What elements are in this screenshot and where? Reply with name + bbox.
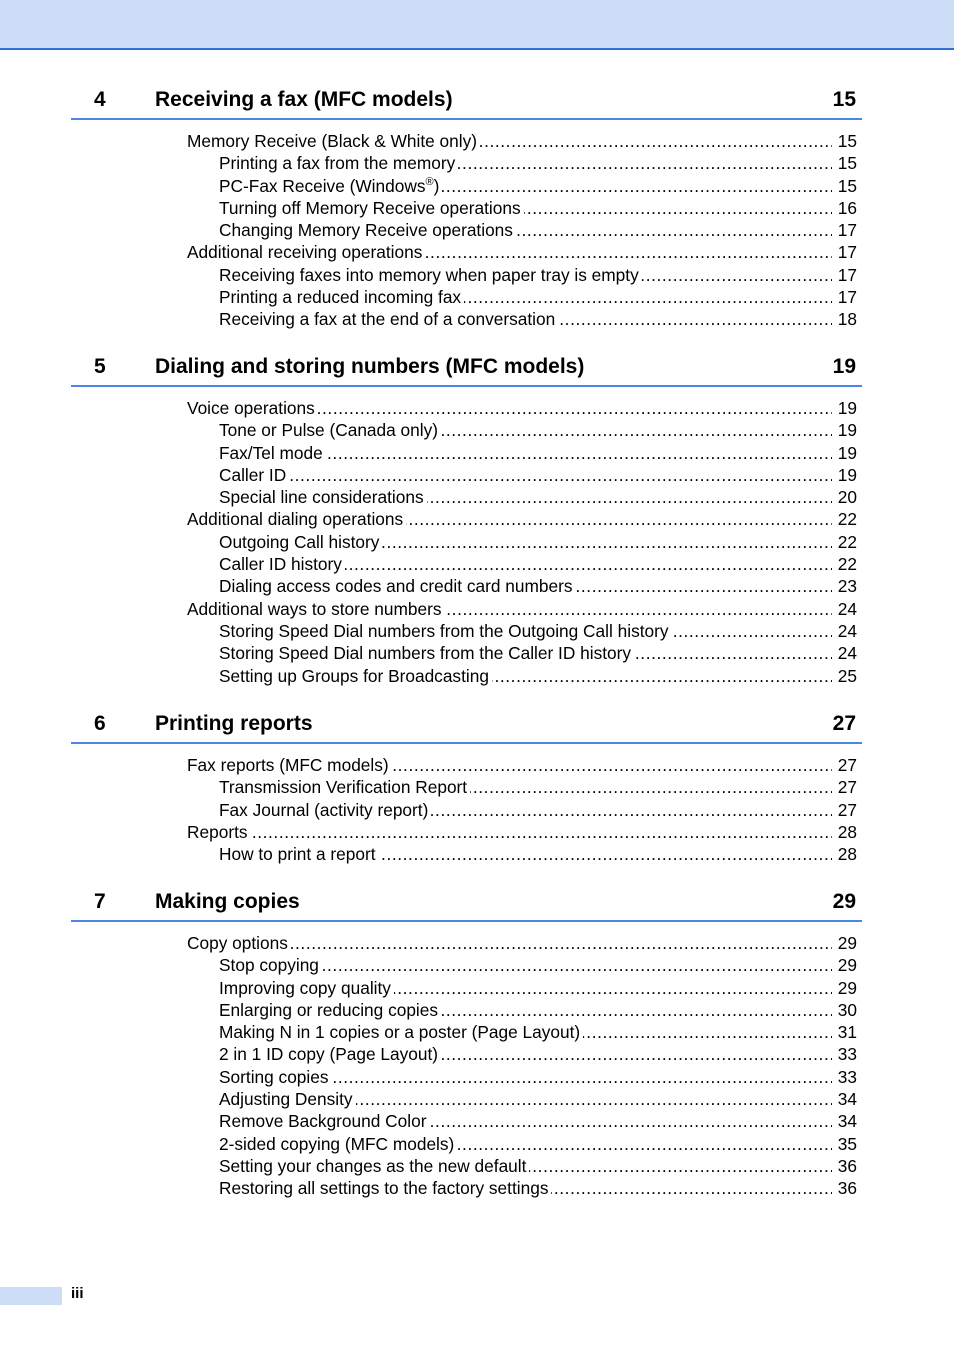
entry-title-text: Adjusting Density <box>219 1089 353 1110</box>
entry-title <box>219 978 394 998</box>
entry-title-text: Remove Background Color <box>219 1111 427 1132</box>
toc-section-entry[interactable] <box>187 397 862 419</box>
entry-title-text: Sorting copies <box>219 1066 329 1087</box>
entry-title <box>187 509 406 529</box>
entry-title-text: Storing Speed Dial numbers from the Outgoing Call history <box>219 620 669 641</box>
toc-subsection-entry[interactable] <box>219 1110 862 1132</box>
entry-page-number: 17 <box>837 264 857 285</box>
entry-title-text: Memory Receive (Black & White only) <box>187 131 478 151</box>
entry-title-text: Fax Journal (activity report) <box>219 799 429 820</box>
entry-page-number: 15 <box>837 131 857 151</box>
entry-title-text: Special line considerations <box>219 487 424 508</box>
toc-subsection-entry[interactable] <box>219 197 862 219</box>
entry-title <box>219 1044 441 1064</box>
entry-title <box>219 198 524 218</box>
chapter-section <box>71 345 862 687</box>
registered-mark: ® <box>425 175 434 188</box>
entry-title <box>187 131 480 151</box>
entry-page-number: 19 <box>837 398 857 418</box>
entry-title-text: Stop copying <box>219 955 319 976</box>
toc-subsection-entry[interactable] <box>219 175 862 197</box>
entry-title-text: Changing Memory Receive operations <box>219 220 513 241</box>
entry-page-number: 29 <box>837 977 857 998</box>
entry-page-number: 24 <box>837 598 857 619</box>
entry-page-number: 34 <box>837 1111 857 1132</box>
toc-subsection-entry[interactable] <box>219 665 862 687</box>
chapter-title: Dialing and storing numbers (MFC models) <box>155 355 585 378</box>
entry-title-text: Turning off Memory Receive operations <box>219 197 521 218</box>
toc-subsection-entry[interactable] <box>219 642 862 664</box>
entry-title <box>219 643 634 663</box>
chapter-title: Making copies <box>155 890 300 913</box>
entry-title <box>219 844 379 864</box>
entry-page-number: 22 <box>837 554 857 575</box>
entry-title-text: Reports <box>187 821 248 842</box>
entry-title <box>219 1067 332 1087</box>
entry-title-text: Improving copy quality <box>219 977 391 998</box>
entry-title-text: Transmission Verification Report <box>219 777 468 798</box>
toc-section-entry[interactable] <box>187 821 862 843</box>
entry-title <box>187 242 425 262</box>
footer-band <box>0 1287 62 1305</box>
chapter-section <box>71 880 862 1200</box>
dot-leader <box>187 821 832 843</box>
chapter-number: 4 <box>94 88 106 111</box>
toc-subsection-entry[interactable] <box>219 799 862 821</box>
entry-page-number: 23 <box>837 576 857 597</box>
entry-title-text: Dialing access codes and credit card numbers <box>219 576 573 597</box>
entry-title <box>219 621 672 641</box>
toc-subsection-entry[interactable] <box>219 152 862 174</box>
entry-title-text: Restoring all settings to the factory settings <box>219 1178 549 1199</box>
toc-subsection-entry[interactable] <box>219 1177 862 1199</box>
entry-title <box>187 599 445 619</box>
toc-section-entry[interactable] <box>187 598 862 620</box>
entry-page-number: 29 <box>837 933 857 953</box>
entry-title-text: Voice operations <box>187 398 315 418</box>
entry-title-text: Printing a fax from the memory <box>219 153 456 174</box>
toc-section-entry[interactable] <box>187 754 862 776</box>
entry-title <box>219 176 442 196</box>
entry-page-number: 34 <box>837 1089 857 1110</box>
entry-page-number: 17 <box>837 242 857 263</box>
toc-subsection-entry[interactable] <box>219 954 862 976</box>
entry-title <box>219 1000 441 1020</box>
entry-title-suffix: ) <box>433 175 440 196</box>
entry-page-number: 31 <box>837 1022 857 1043</box>
toc-subsection-entry[interactable] <box>219 1155 862 1177</box>
toc-subsection-entry[interactable] <box>219 464 862 486</box>
toc-subsection-entry[interactable] <box>219 1133 862 1155</box>
dot-leader <box>219 464 832 486</box>
entry-page-number: 30 <box>837 999 857 1020</box>
entry-title <box>219 1111 429 1131</box>
entry-page-number: 20 <box>837 487 857 508</box>
entry-page-number: 24 <box>837 643 857 664</box>
entry-page-number: 15 <box>837 153 857 174</box>
entry-title <box>219 465 289 485</box>
entry-page-number: 17 <box>837 287 857 308</box>
entry-title <box>219 287 464 307</box>
toc-subsection-entry[interactable] <box>219 442 862 464</box>
toc-section-entry[interactable] <box>187 130 862 152</box>
entry-title <box>219 1022 583 1042</box>
entry-page-number: 17 <box>837 220 857 241</box>
toc-subsection-entry[interactable] <box>219 1088 862 1110</box>
entry-title-text: 2 in 1 ID copy (Page Layout) <box>219 1044 439 1065</box>
toc-subsection-entry[interactable] <box>219 219 862 241</box>
page-number: iii <box>71 1285 84 1302</box>
chapter-heading[interactable] <box>71 702 862 744</box>
toc-subsection-entry[interactable] <box>219 553 862 575</box>
entry-title-text: PC-Fax Receive (Windows <box>219 175 426 196</box>
toc-subsection-entry[interactable] <box>219 1043 862 1065</box>
chapter-section <box>71 702 862 865</box>
entry-title <box>219 800 431 820</box>
entry-title-text: Setting up Groups for Broadcasting <box>219 665 489 686</box>
chapter-page: 27 <box>832 712 856 735</box>
entry-title <box>187 822 251 842</box>
toc-subsection-entry[interactable] <box>219 977 862 999</box>
entry-page-number: 33 <box>837 1066 857 1087</box>
entry-title <box>219 532 382 552</box>
toc-subsection-entry[interactable] <box>219 264 862 286</box>
entry-page-number: 36 <box>837 1155 857 1176</box>
entry-title-text: Storing Speed Dial numbers from the Caller ID history <box>219 643 632 664</box>
entry-page-number: 19 <box>837 442 857 463</box>
chapter-title: Printing reports <box>155 712 313 735</box>
entry-title-text: Additional dialing operations <box>187 509 404 530</box>
chapter-number: 5 <box>94 355 106 378</box>
toc-subsection-entry[interactable] <box>219 999 862 1021</box>
entry-title-text: Receiving faxes into memory when paper tray is empty <box>219 264 639 285</box>
toc-subsection-entry[interactable] <box>219 575 862 597</box>
chapter-heading[interactable] <box>71 78 862 120</box>
entry-title <box>219 554 345 574</box>
entry-title <box>219 220 516 240</box>
toc-subsection-entry[interactable] <box>219 776 862 798</box>
entry-page-number: 29 <box>837 955 857 976</box>
chapter-page: 19 <box>832 355 856 378</box>
entry-title <box>187 398 318 418</box>
entry-title <box>219 777 470 797</box>
toc-section-entry[interactable] <box>187 508 862 530</box>
entry-title-text: Printing a reduced incoming fax <box>219 287 462 308</box>
entry-page-number: 18 <box>837 309 857 330</box>
entry-page-number: 19 <box>837 464 857 485</box>
toc-section-entry[interactable] <box>187 241 862 263</box>
entry-title-text: Caller ID history <box>219 554 342 575</box>
entry-page-number: 36 <box>837 1178 857 1199</box>
entry-list <box>71 754 862 865</box>
entry-title-text: Copy options <box>187 933 288 953</box>
entry-list <box>71 932 862 1200</box>
entry-title-text: Tone or Pulse (Canada only) <box>219 420 439 441</box>
entry-page-number: 28 <box>837 844 857 865</box>
chapter-number: 7 <box>94 890 106 913</box>
entry-title <box>219 487 427 507</box>
entry-title-text: Setting your changes as the new default <box>219 1155 527 1176</box>
entry-page-number: 27 <box>837 777 857 798</box>
entry-title-text: Enlarging or reducing copies <box>219 999 439 1020</box>
toc-subsection-entry[interactable] <box>219 419 862 441</box>
entry-page-number: 15 <box>837 175 857 196</box>
entry-page-number: 28 <box>837 821 857 842</box>
header-band <box>0 0 954 50</box>
entry-title-text: Fax reports (MFC models) <box>187 755 389 775</box>
entry-title <box>219 153 458 173</box>
chapter-heading[interactable] <box>71 880 862 922</box>
chapter-page: 29 <box>832 890 856 913</box>
toc-subsection-entry[interactable] <box>219 486 862 508</box>
toc-subsection-entry[interactable] <box>219 620 862 642</box>
entry-title <box>219 309 558 329</box>
entry-list <box>71 130 862 331</box>
entry-page-number: 35 <box>837 1133 857 1154</box>
chapter-section <box>71 78 862 331</box>
entry-page-number: 22 <box>837 509 857 530</box>
toc-subsection-entry[interactable] <box>219 531 862 553</box>
entry-title <box>219 666 492 686</box>
chapter-title: Receiving a fax (MFC models) <box>155 88 453 111</box>
entry-title <box>219 265 642 285</box>
entry-title-text: Making N in 1 copies or a poster (Page Layout) <box>219 1022 581 1043</box>
entry-page-number: 27 <box>837 755 857 775</box>
entry-page-number: 16 <box>837 197 857 218</box>
chapter-heading[interactable] <box>71 345 862 387</box>
entry-title <box>219 1178 551 1198</box>
entry-title-text: Receiving a fax at the end of a conversation <box>219 309 556 330</box>
entry-title <box>219 1089 356 1109</box>
toc-subsection-entry[interactable] <box>219 308 862 330</box>
toc-section-entry[interactable] <box>187 932 862 954</box>
entry-page-number: 27 <box>837 799 857 820</box>
entry-title <box>219 1156 529 1176</box>
entry-title <box>219 443 326 463</box>
entry-list <box>71 397 862 687</box>
entry-title-text: Outgoing Call history <box>219 531 380 552</box>
entry-title-text: Additional ways to store numbers <box>187 598 442 619</box>
entry-title <box>219 955 322 975</box>
entry-title-text: Fax/Tel mode <box>219 442 323 463</box>
entry-title <box>219 420 441 440</box>
entry-title-text: How to print a report <box>219 844 376 865</box>
chapter-number: 6 <box>94 712 106 735</box>
entry-page-number: 19 <box>837 420 857 441</box>
entry-title-text: 2-sided copying (MFC models) <box>219 1133 455 1154</box>
entry-title <box>187 933 291 953</box>
entry-title-text: Caller ID <box>219 464 287 485</box>
toc-subsection-entry[interactable] <box>219 286 862 308</box>
chapter-page: 15 <box>832 88 856 111</box>
entry-page-number: 25 <box>837 665 857 686</box>
toc-subsection-entry[interactable] <box>219 843 862 865</box>
toc-subsection-entry[interactable] <box>219 1021 862 1043</box>
entry-title <box>219 1134 457 1154</box>
entry-title <box>219 576 575 596</box>
entry-title-text: Additional receiving operations <box>187 242 423 263</box>
entry-page-number: 24 <box>837 620 857 641</box>
entry-page-number: 33 <box>837 1044 857 1065</box>
toc-subsection-entry[interactable] <box>219 1066 862 1088</box>
entry-page-number: 22 <box>837 531 857 552</box>
entry-title <box>187 755 392 775</box>
